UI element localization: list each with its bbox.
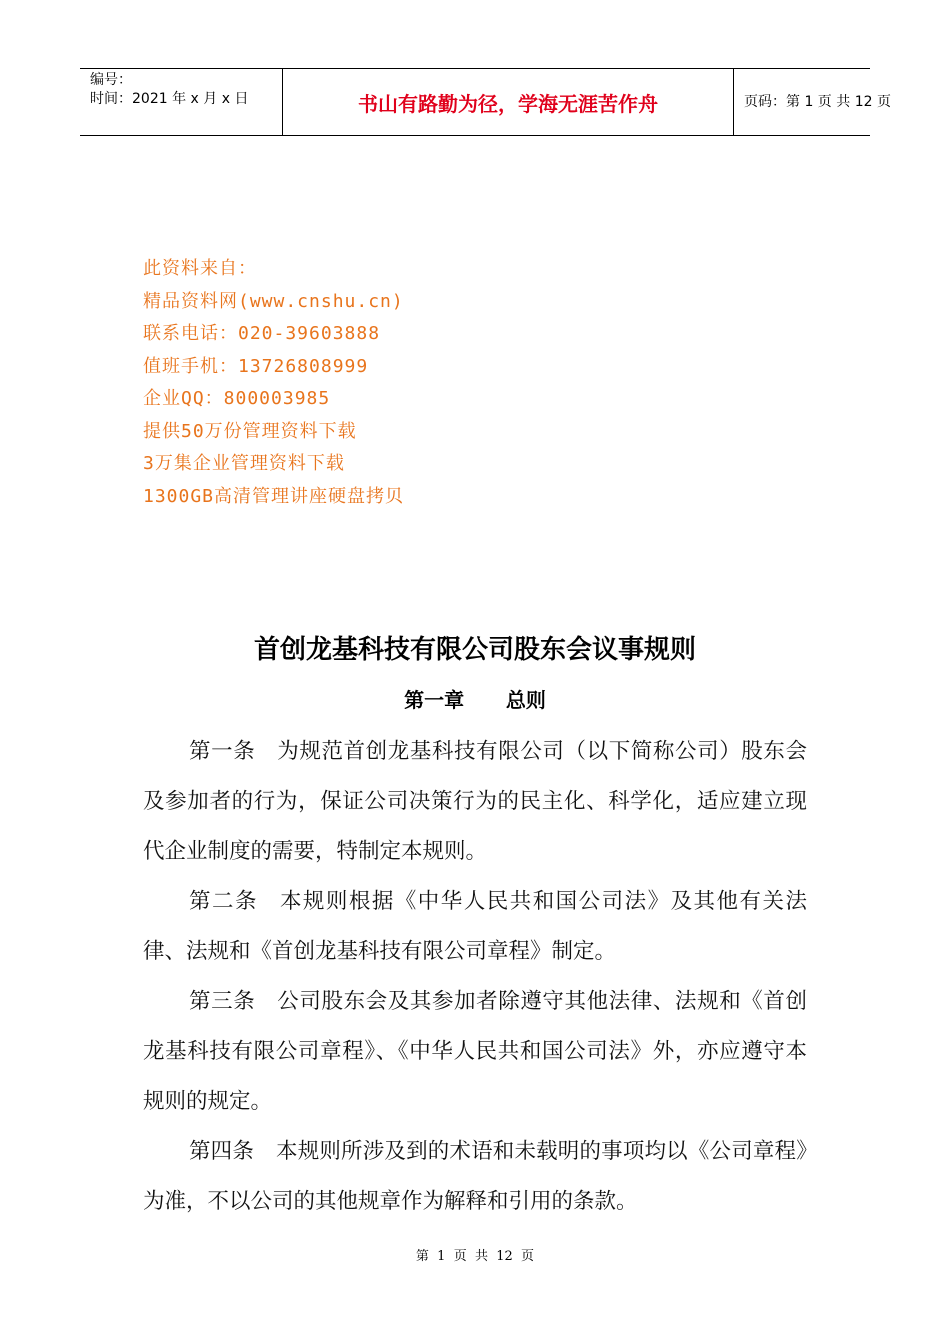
header-left-cell bbox=[80, 69, 282, 135]
ad-line: 此资料来自： bbox=[143, 258, 257, 279]
article-label: 第一条 bbox=[189, 739, 256, 764]
ad-line: 联系电话：020-39603888 bbox=[143, 323, 381, 344]
article-text: 公司股东会及其参加者除遵守其他法律、法规和《首创龙基科技有限公司章程》、《中华人民共和国公司法》外，亦应遵守本规则的规定。 bbox=[143, 989, 807, 1114]
article-1 bbox=[143, 727, 807, 877]
header-mid-cell bbox=[282, 69, 734, 135]
ad-line: 企业QQ：800003985 bbox=[143, 388, 331, 409]
article-4 bbox=[143, 1127, 807, 1227]
header-motto: 书山有路勤为径，学海无涯苦作舟 bbox=[358, 92, 658, 116]
document-title: 首创龙基科技有限公司股东会议事规则 bbox=[253, 635, 696, 665]
ad-line: 值班手机：13726808999 bbox=[143, 355, 369, 377]
ad-line: 精品资料网(www.cnshu.cn) bbox=[143, 290, 404, 312]
ad-line: 1300GB高清管理讲座硬盘拷贝 bbox=[143, 485, 405, 507]
chapter-heading: 第一章 总则 bbox=[404, 688, 546, 712]
ad-line: 3万集企业管理资料下载 bbox=[143, 453, 345, 474]
article-text: 本规则根据《中华人民共和国公司法》及其他有关法律、法规和《首创龙基科技有限公司章程》制定。 bbox=[143, 889, 807, 964]
article-label: 第二条 bbox=[189, 889, 258, 914]
header-page-info: 页码：第 1 页 共 12 页 bbox=[744, 94, 891, 110]
article-text: 为规范首创龙基科技有限公司（以下简称公司）股东会及参加者的行为，保证公司决策行为的民主化、科学化，适应建立现代企业制度的需要，特制定本规则。 bbox=[143, 739, 807, 864]
article-text: 本规则所涉及到的术语和未载明的事项均以《公司章程》为准，不以公司的其他规章作为解释和引用的条款。 bbox=[143, 1139, 807, 1214]
doc-time-label: 时间：2021 年 x 月 x 日 bbox=[90, 91, 249, 107]
article-3 bbox=[143, 977, 807, 1127]
document-body bbox=[143, 727, 807, 1227]
article-label: 第三条 bbox=[189, 989, 256, 1014]
page-footer: 第 1 页 共 12 页 bbox=[415, 1249, 535, 1264]
header-right-cell bbox=[734, 69, 891, 135]
header-table bbox=[80, 68, 891, 136]
article-2 bbox=[143, 877, 807, 977]
ad-block bbox=[143, 253, 404, 513]
article-label: 第四条 bbox=[189, 1139, 255, 1164]
doc-code-label: 编号： bbox=[90, 72, 132, 88]
ad-line: 提供50万份管理资料下载 bbox=[143, 420, 357, 442]
